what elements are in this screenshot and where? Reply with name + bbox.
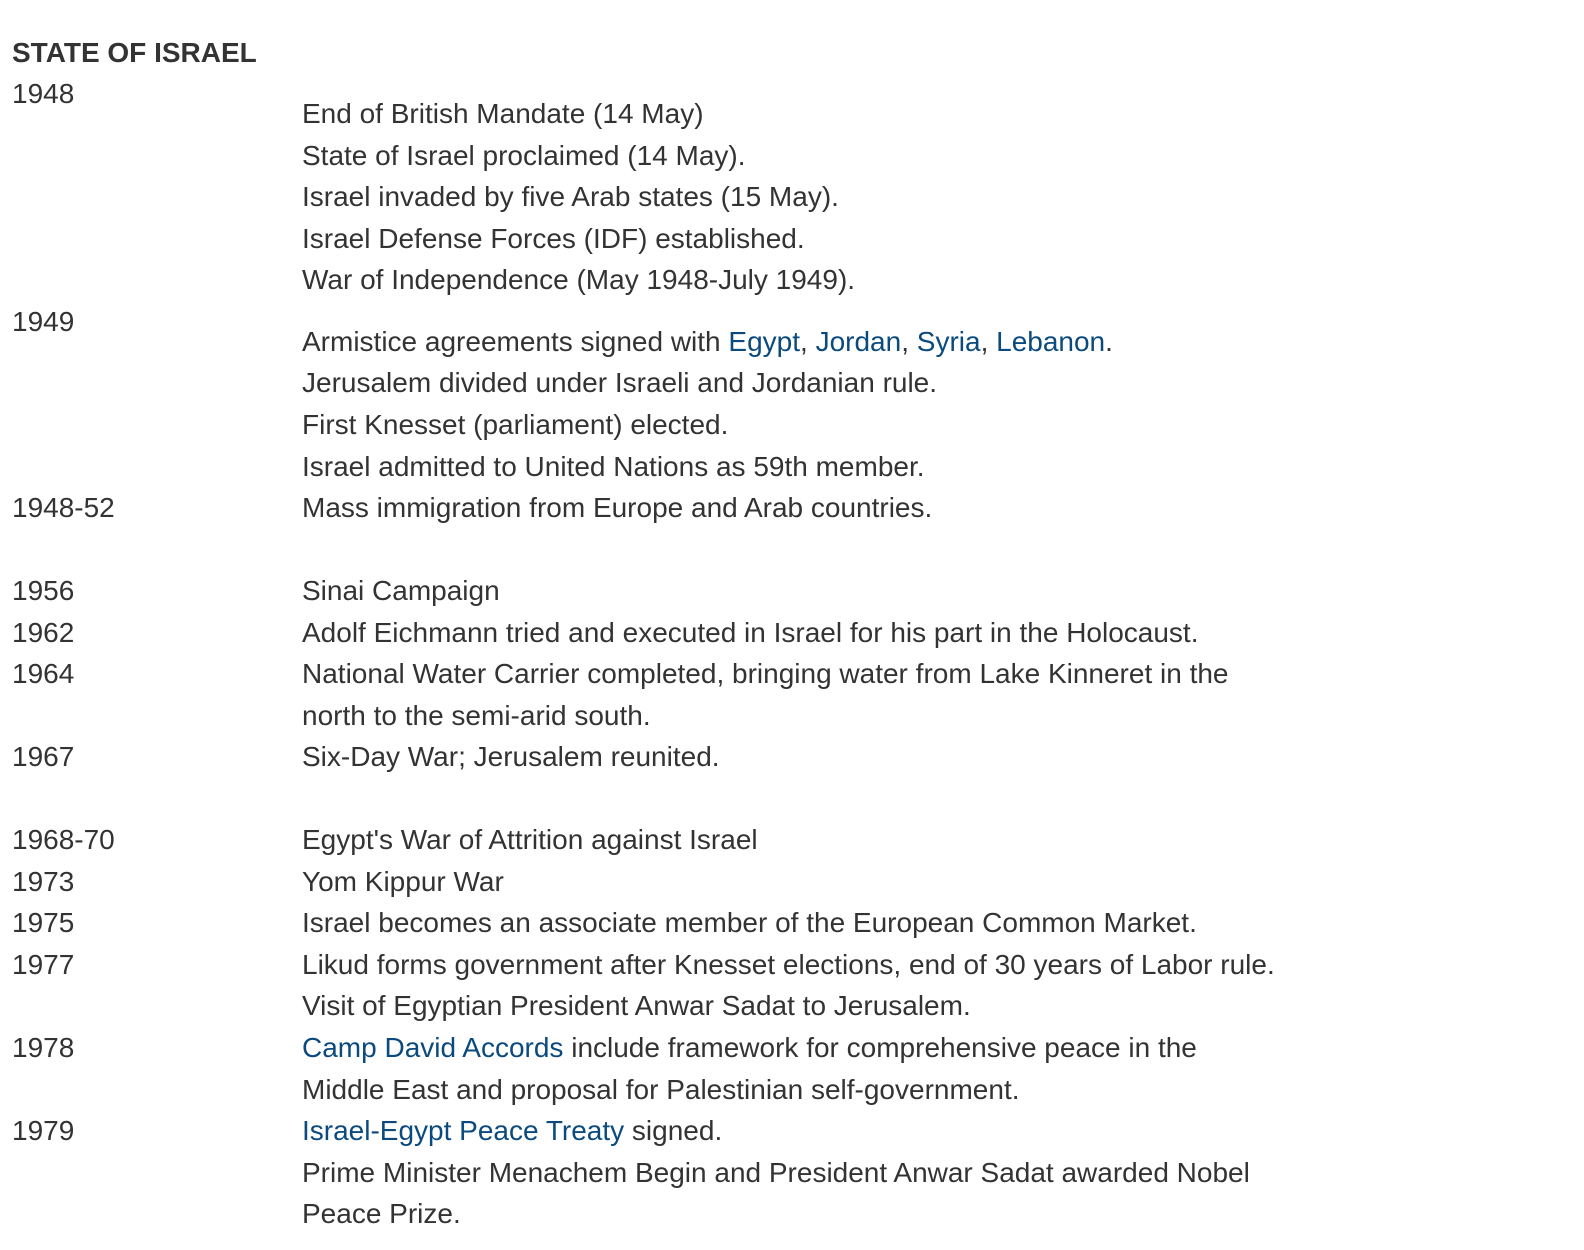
year-label: 1962: [12, 617, 75, 648]
link-israel-egypt-peace-treaty[interactable]: Israel-Egypt Peace Treaty: [302, 1115, 625, 1146]
event-text: Armistice agreements signed with: [302, 326, 729, 357]
period: .: [1105, 326, 1113, 357]
link-egypt[interactable]: Egypt: [728, 326, 801, 357]
event-line: Jerusalem divided under Israeli and Jordanian rule.: [302, 367, 938, 398]
event-line: Israel Defense Forces (IDF) established.: [302, 223, 805, 254]
event-text: include framework for comprehensive peace in the: [563, 1032, 1197, 1063]
event-line: Six-Day War; Jerusalem reunited.: [302, 741, 720, 772]
event-line: [302, 325, 1113, 359]
year-label: 1964: [12, 658, 75, 689]
event-line: Yom Kippur War: [302, 866, 504, 897]
event-line: Middle East and proposal for Palestinian self-government.: [302, 1074, 1020, 1105]
event-line: First Knesset (parliament) elected.: [302, 409, 729, 440]
event-line: Likud forms government after Knesset elections, end of 30 years of Labor rule.: [302, 949, 1275, 980]
event-line: National Water Carrier completed, bringing water from Lake Kinneret in the: [302, 658, 1229, 689]
event-line: Israel becomes an associate member of the European Common Market.: [302, 907, 1197, 938]
event-line: State of Israel proclaimed (14 May).: [302, 140, 746, 171]
year-label: 1948-52: [12, 492, 115, 523]
year-label: 1973: [12, 866, 75, 897]
page-title: STATE OF ISRAEL: [12, 37, 257, 68]
year-label: 1978: [12, 1032, 75, 1063]
year-label: 1977: [12, 949, 75, 980]
link-camp-david-accords[interactable]: Camp David Accords: [302, 1032, 564, 1063]
year-label: 1948: [12, 78, 75, 109]
event-line: Israel invaded by five Arab states (15 May).: [302, 181, 839, 212]
year-label: 1975: [12, 907, 75, 938]
event-line: Adolf Eichmann tried and executed in Israel for his part in the Holocaust.: [302, 617, 1199, 648]
event-line: [302, 1114, 722, 1148]
link-jordan[interactable]: Jordan: [815, 326, 902, 357]
event-text: signed.: [624, 1115, 723, 1146]
event-line: Prime Minister Menachem Begin and President Anwar Sadat awarded Nobel: [302, 1157, 1250, 1188]
year-label: 1968-70: [12, 824, 115, 855]
event-line: War of Independence (May 1948-July 1949).: [302, 264, 856, 295]
year-label: 1979: [12, 1115, 75, 1146]
event-line: End of British Mandate (14 May): [302, 98, 704, 129]
event-line: Egypt's War of Attrition against Israel: [302, 824, 758, 855]
year-label: 1949: [12, 306, 75, 337]
event-line: Israel admitted to United Nations as 59th member.: [302, 451, 925, 482]
year-label: 1956: [12, 575, 75, 606]
link-lebanon[interactable]: Lebanon: [996, 326, 1106, 357]
event-line: Mass immigration from Europe and Arab countries.: [302, 492, 933, 523]
event-line: Visit of Egyptian President Anwar Sadat to Jerusalem.: [302, 990, 971, 1021]
comma: ,: [901, 326, 909, 357]
year-label: 1967: [12, 741, 75, 772]
event-line: Sinai Campaign: [302, 575, 500, 606]
comma: ,: [800, 326, 808, 357]
link-syria[interactable]: Syria: [916, 326, 981, 357]
event-line: Peace Prize.: [302, 1198, 461, 1229]
event-line: north to the semi-arid south.: [302, 700, 651, 731]
event-line: [302, 1031, 1197, 1065]
comma: ,: [980, 326, 989, 357]
